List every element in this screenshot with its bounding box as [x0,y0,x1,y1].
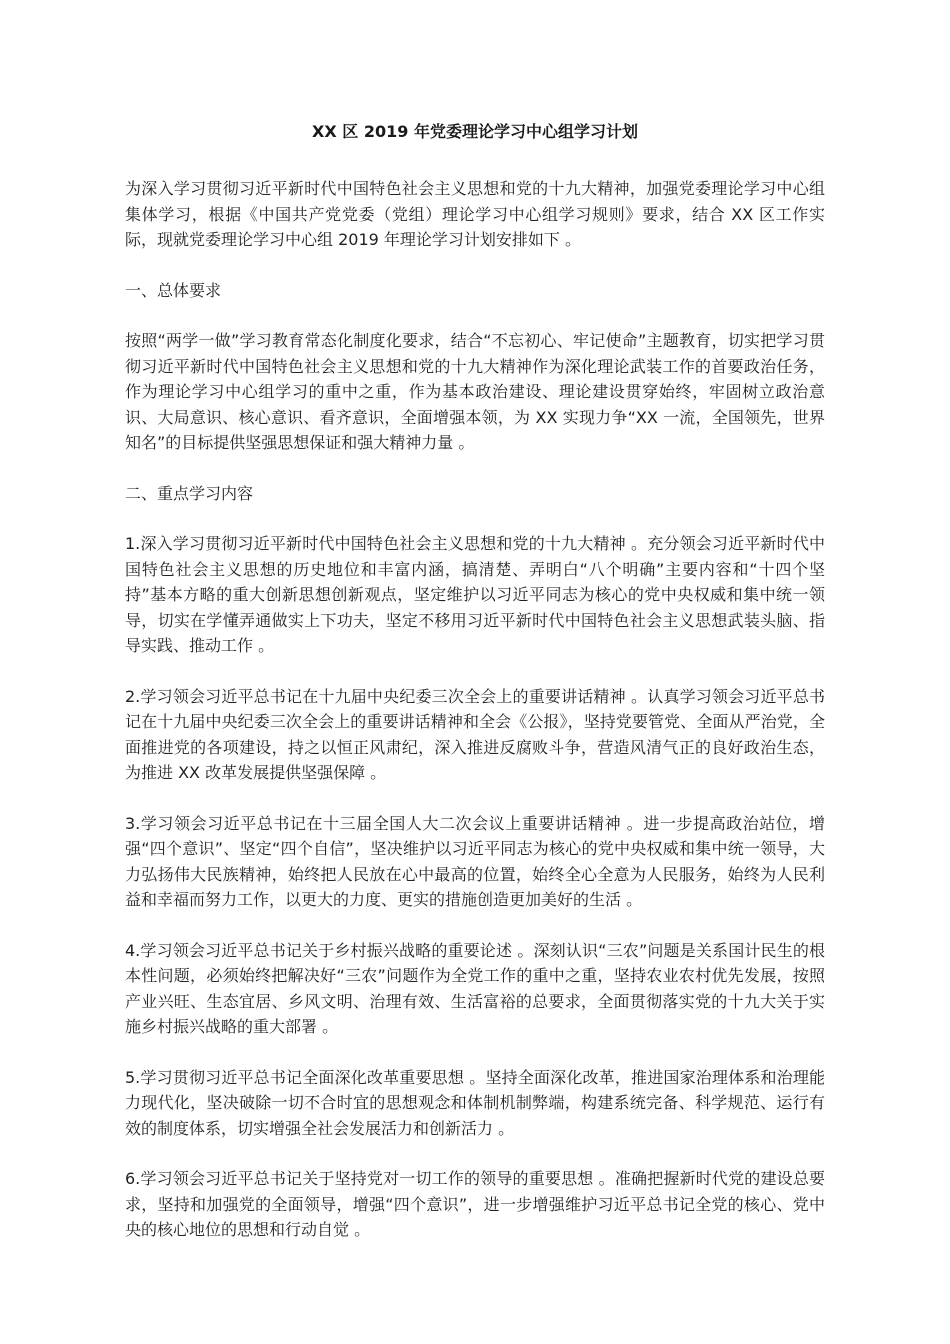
intro-paragraph: 为深入学习贯彻习近平新时代中国特色社会主义思想和党的十九大精神，加强党委理论学习中心组集体学习，根据《中国共产党党委（党组）理论学习中心组学习规则》要求，结合 XX 区工作实际，现就党委理论学习中心组 2019 年理论学习计划安排如下 。 [125,179,825,249]
document-title: XX 区 2019 年党委理论学习中心组学习计划 [312,122,638,141]
study-item-1: 1.深入学习贯彻习近平新时代中国特色社会主义思想和党的十九大精神 。充分领会习近平新时代中国特色社会主义思想的历史地位和丰富内涵，搞清楚、弄明白“八个明确”主要内容和“十四个坚持”基本方略的重大创新思想创新观点，坚定维护以习近平同志为核心的党中央权威和集中统一领导，切实在学懂弄通做实上下功夫，坚定不移用习近平新时代中国特色社会主义思想武装头脑、指导实践、推动工作 。 [125,534,825,655]
study-item-3: 3.学习领会习近平总书记在十三届全国人大二次会议上重要讲话精神 。进一步提高政治站位，增强“四个意识”、坚定“四个自信”，坚决维护以习近平同志为核心的党中央权威和集中统一领导，大力弘扬伟大民族精神，始终把人民放在心中最高的位置，始终全心全意为人民服务，始终为人民利益和幸福而努力工作，以更大的力度、更实的措施创造更加美好的生活 。 [125,813,825,909]
study-item-4: 4.学习领会习近平总书记关于乡村振兴战略的重要论述 。深刻认识“三农”问题是关系国计民生的根本性问题，必须始终把解决好“三农”问题作为全党工作的重中之重，坚持农业农村优先发展，按照产业兴旺、生态宜居、乡风文明、治理有效、生活富裕的总要求，全面贯彻落实党的十九大关于实施乡村振兴战略的重大部署 。 [125,940,825,1036]
document-page [125,120,825,1268]
general-requirements-paragraph: 按照“两学一做”学习教育常态化制度化要求，结合“不忘初心、牢记使命”主题教育，切实把学习贯彻习近平新时代中国特色社会主义思想和党的十九大精神作为深化理论武装工作的首要政治任务，作为理论学习中心组学习的重中之重，作为基本政治建设、理论建设贯穿始终，牢固树立政治意识、大局意识、核心意识、看齐意识，全面增强本领，为 XX 实现力争“XX 一流，全国领先，世界知名”的目标提供坚强思想保证和强大精神力量 。 [125,331,825,452]
section-heading-key-study-content: 二、重点学习内容 [125,483,254,503]
section-heading-general-requirements: 一、总体要求 [125,280,222,300]
study-item-6: 6.学习领会习近平总书记关于坚持党对一切工作的领导的重要思想 。准确把握新时代党的建设总要求，坚持和加强党的全面领导，增强“四个意识”，进一步增强维护习近平总书记全党的核心、党中央的核心地位的思想和行动自觉 。 [125,1169,825,1239]
study-item-5: 5.学习贯彻习近平总书记全面深化改革重要思想 。坚持全面深化改革，推进国家治理体系和治理能力现代化，坚决破除一切不合时宜的思想观念和体制机制弊端，构建系统完备、科学规范、运行有效的制度体系，切实增强全社会发展活力和创新活力 。 [125,1067,825,1138]
study-item-2: 2.学习领会习近平总书记在十九届中央纪委三次全会上的重要讲话精神 。认真学习领会习近平总书记在十九届中央纪委三次全会上的重要讲话精神和全会《公报》，坚持党要管党、全面从严治党，全面推进党的各项建设，持之以恒正风肃纪，深入推进反腐败斗争，营造风清气正的良好政治生态，为推进 XX 改革发展提供坚强保障 。 [125,686,825,782]
